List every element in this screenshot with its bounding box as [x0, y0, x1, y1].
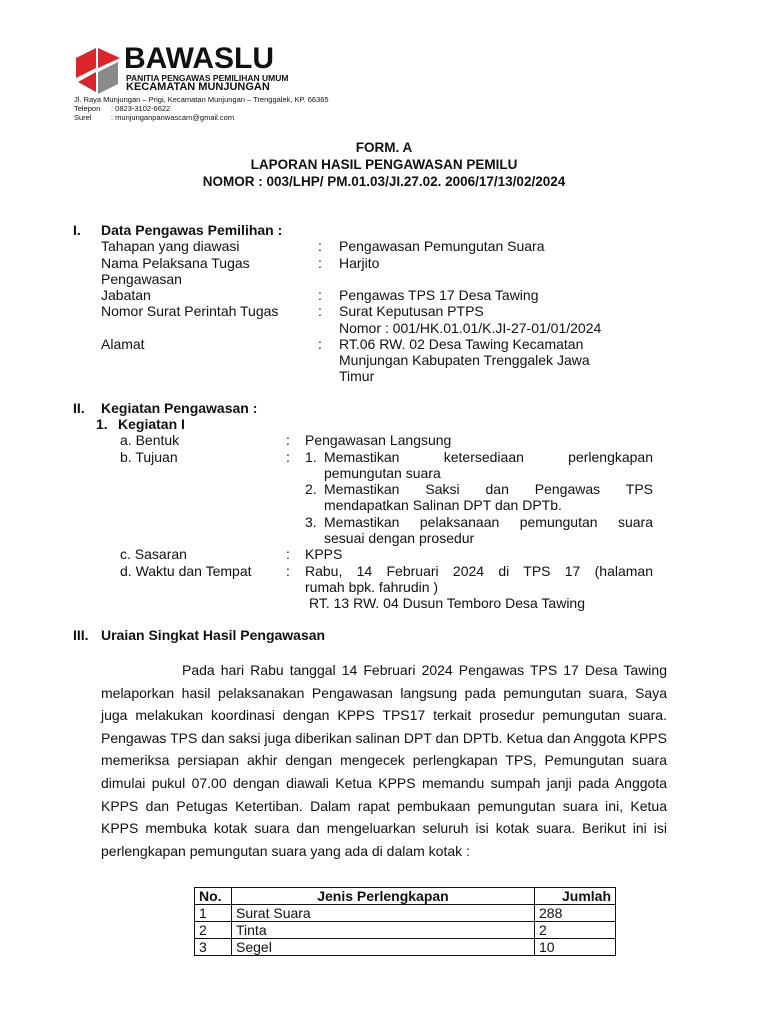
section-3-number: III. [73, 627, 89, 643]
label-nomor-surat: Nomor Surat Perintah Tugas [101, 303, 279, 319]
tujuan-item-text-2: sesuai dengan prosedur [324, 530, 475, 546]
section-1-heading: Data Pengawas Pemilihan : [101, 222, 283, 238]
value-nomor-surat: Surat Keputusan PTPS [339, 303, 484, 319]
tujuan-item-text-2: mendapatkan Salinan DPT dan DPTb. [324, 497, 562, 513]
phone-value: : 0823-3102-6622 [111, 104, 171, 113]
tujuan-item-number: 1. [305, 449, 317, 465]
label-alamat: Alamat [101, 336, 145, 352]
value-tahapan: Pengawasan Pemungutan Suara [339, 238, 545, 254]
cell-jumlah: 288 [535, 905, 616, 922]
value-alamat: RT.06 RW. 02 Desa Tawing Kecamatan [339, 336, 584, 352]
section-3-heading: Uraian Singkat Hasil Pengawasan [101, 627, 326, 643]
col-header-no: No. [195, 888, 232, 905]
cell-no: 1 [195, 905, 232, 922]
value-nomor-surat-2: Nomor : 001/HK.01.01/K.JI-27-01/01/2024 [339, 320, 602, 336]
form-number: NOMOR : 003/LHP/ PM.01.03/JI.27.02. 2006/17/13/02/2024 [202, 174, 566, 189]
email-value: : munjunganpanwascam@gmail.com [111, 113, 235, 122]
equipment-table [194, 887, 616, 956]
bawaslu-logo-icon [72, 44, 122, 96]
tujuan-item-number: 3. [305, 514, 317, 530]
label-tahapan: Tahapan yang diawasi [101, 238, 240, 254]
tujuan-item-text-2: pemungutan suara [324, 465, 441, 481]
colon: : [318, 287, 322, 303]
col-header-jenis: Jenis Perlengkapan [232, 888, 535, 905]
colon: : [286, 449, 290, 465]
value-waktu-tempat-2: rumah bpk. fahrudin ) [305, 579, 439, 595]
brand-name: BAWASLU [124, 42, 274, 75]
brand-subtitle-committee: PANITIA PENGAWAS PEMILIHAN UMUM [126, 73, 289, 83]
value-waktu-tempat-3: RT. 13 RW. 04 Dusun Temboro Desa Tawing [309, 595, 586, 611]
label-waktu-tempat: d. Waktu dan Tempat [120, 563, 252, 579]
label-jabatan: Jabatan [101, 287, 151, 303]
label-nama-pelaksana: Nama Pelaksana Tugas [101, 255, 250, 271]
colon: : [286, 546, 290, 562]
value-sasaran: KPPS [305, 546, 343, 562]
value-bentuk: Pengawasan Langsung [305, 432, 452, 448]
letterhead-address: Jl. Raya Munjungan – Prigi, Kecamatan Munjungan – Trenggalek, KP. 66365 [74, 95, 329, 104]
activity-title: Kegiatan I [118, 416, 185, 432]
table-row [195, 905, 616, 922]
cell-jenis: Segel [232, 939, 535, 956]
tujuan-item-text: Memastikan ketersediaan perlengkapan [324, 449, 653, 465]
report-paragraph-text: Pada hari Rabu tanggal 14 Februari 2024 Pengawas TPS 17 Desa Tawing melaporkan hasil pelaksanakan Pengawasan langsung pada pemungutan suara, Saya juga melakukan koordinasi dengan KPPS TPS17 terkait prosedur pemungutan suara. Pengawas TPS dan saksi juga diberikan salinan DPT dan DPTb. Ketua dan Anggota KPPS memeriksa persiapan akhir dengan mengecek perlengkapan TPS, Pemungutan suara dimulai pukul 07.00 dengan diawali Ketua KPPS memandu sumpah janji pada Anggota KPPS dan Petugas Ketertiban. Dalam rapat pembukaan pemungutan suara ini, Ketua KPPS membuka kotak suara dan mengeluarkan seluruh isi kotak suara. Berikut ini isi perlengkapan pemungutan suara yang ada di dalam kotak : [101, 662, 667, 859]
colon: : [318, 303, 322, 319]
cell-no: 3 [195, 939, 232, 956]
colon: : [318, 238, 322, 254]
colon: : [318, 255, 322, 271]
section-1-number: I. [73, 222, 81, 238]
colon: : [318, 336, 322, 352]
cell-jumlah: 10 [535, 939, 616, 956]
value-alamat-3: Timur [339, 368, 375, 384]
cell-jumlah: 2 [535, 922, 616, 939]
value-waktu-tempat: Rabu, 14 Februari 2024 di TPS 17 (halaman [305, 563, 653, 579]
tujuan-item-text: Memastikan pelaksanaan pemungutan suara [324, 514, 653, 530]
cell-no: 2 [195, 922, 232, 939]
activity-number: 1. [96, 416, 108, 432]
report-paragraph [101, 659, 667, 862]
section-2-number: II. [73, 400, 85, 416]
colon: : [286, 432, 290, 448]
cell-jenis: Tinta [232, 922, 535, 939]
brand-subtitle-district: KECAMATAN MUNJUNGAN [126, 81, 270, 93]
section-2-heading: Kegiatan Pengawasan : [101, 400, 258, 416]
value-nama-pelaksana: Harjito [339, 255, 380, 271]
label-sasaran: c. Sasaran [120, 546, 187, 562]
value-jabatan: Pengawas TPS 17 Desa Tawing [339, 287, 539, 303]
phone-label: Telepon [74, 104, 101, 113]
email-label: Surel [74, 113, 92, 122]
table-row [195, 922, 616, 939]
value-alamat-2: Munjungan Kabupaten Trenggalek Jawa [339, 352, 590, 368]
cell-jenis: Surat Suara [232, 905, 535, 922]
colon: : [286, 563, 290, 579]
form-title: LAPORAN HASIL PENGAWASAN PEMILU [250, 157, 518, 172]
table-header-row [195, 888, 616, 905]
table-row [195, 939, 616, 956]
tujuan-item-text: Memastikan Saksi dan Pengawas TPS [324, 481, 653, 497]
col-header-jumlah: Jumlah [535, 888, 616, 905]
label-bentuk: a. Bentuk [120, 432, 180, 448]
label-tujuan: b. Tujuan [120, 449, 178, 465]
label-nama-pelaksana-2: Pengawasan [101, 271, 182, 287]
tujuan-item-number: 2. [305, 481, 317, 497]
form-code: FORM. A [355, 140, 413, 155]
